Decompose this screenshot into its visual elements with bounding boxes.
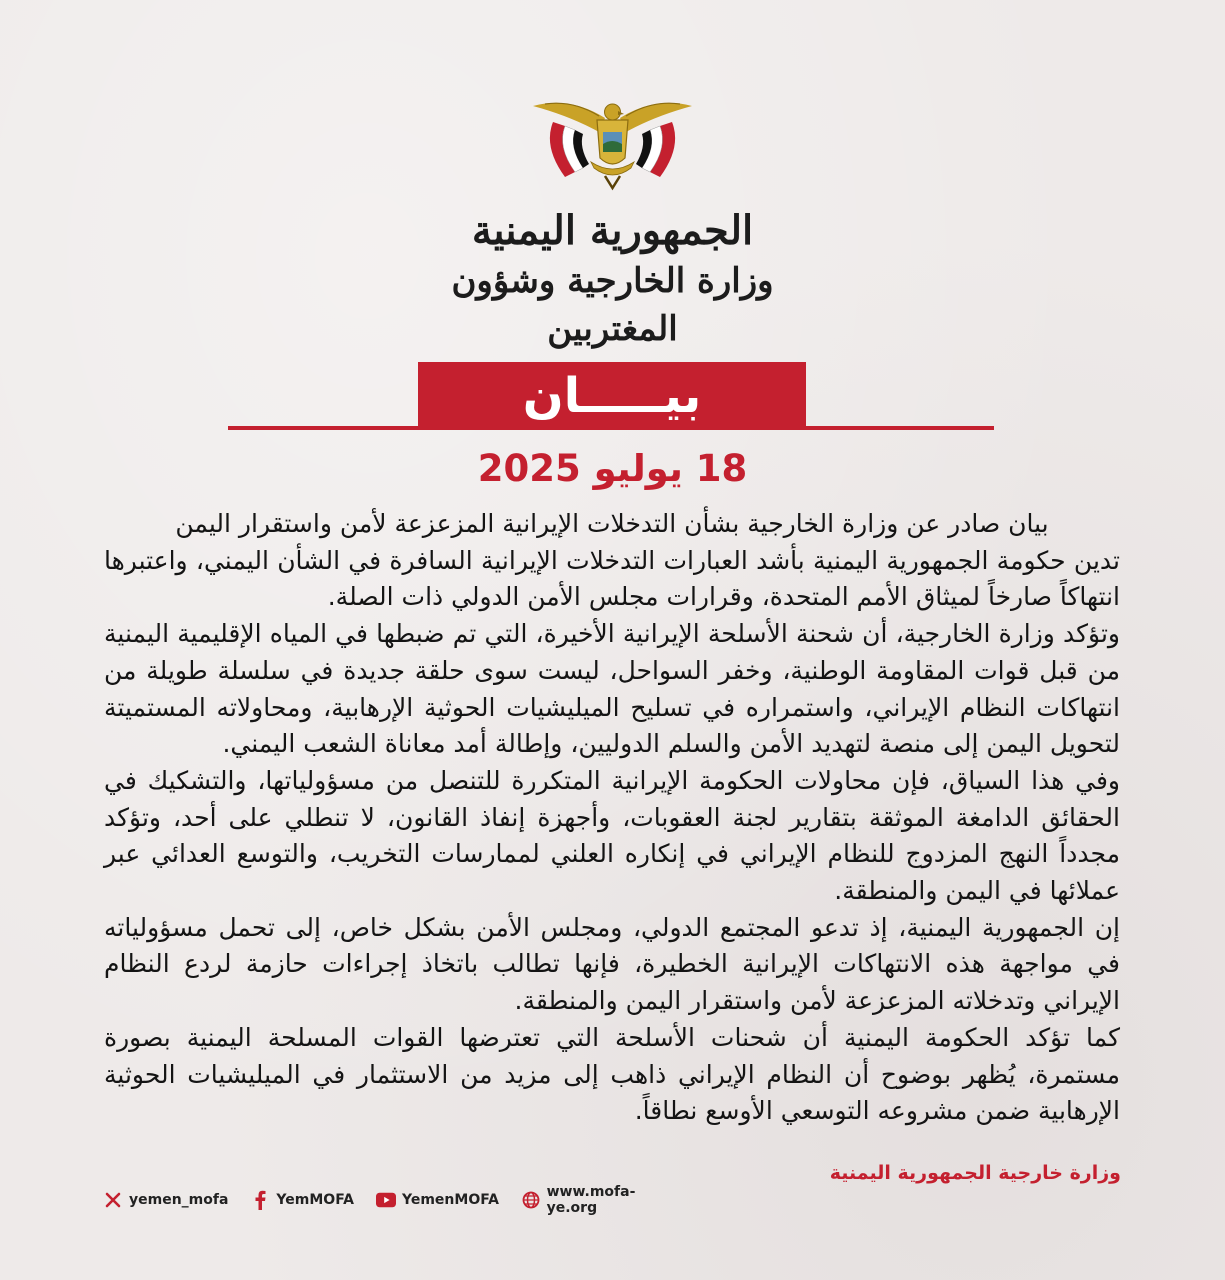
statement-date: 18 يوليو 2025 — [477, 447, 748, 490]
logo-line-ministry: وزارة الخارجية وشؤون المغتربين — [451, 261, 774, 349]
facebook-handle[interactable] — [250, 1190, 354, 1210]
ministry-logo-text — [440, 205, 785, 349]
youtube-handle[interactable] — [376, 1190, 499, 1210]
paragraph: كما تؤكد الحكومة اليمنية أن شحنات الأسلحة التي تعترضها القوات المسلحة اليمنية بصورة مستمرة، يُظهر بوضوح أن النظام الإيراني ذاهب إلى مزيد من الاستثمار في الميليشيات الحوثية الإرهابية ضمن مشروعه التوسعي الأوسع نطاقاً. — [104, 1022, 1120, 1126]
yemen-emblem-icon — [525, 92, 700, 197]
statement-banner — [418, 362, 806, 430]
website-link[interactable] — [521, 1184, 683, 1216]
x-handle[interactable] — [103, 1190, 228, 1210]
youtube-icon — [376, 1190, 396, 1210]
banner-title: بيـــــان — [522, 368, 702, 424]
x-icon — [103, 1190, 123, 1210]
ministry-signature: وزارة خارجية الجمهورية اليمنية — [829, 1162, 1121, 1184]
facebook-icon — [250, 1190, 270, 1210]
globe-icon — [521, 1190, 541, 1210]
youtube-handle-label: YemenMOFA — [401, 1192, 500, 1208]
website-label: www.mofa-ye.org — [546, 1184, 636, 1216]
statement-title: بيان صادر عن وزارة الخارجية بشأن التدخلات الإيرانية المزعزعة لأمن واستقرار اليمن — [175, 509, 1049, 538]
x-handle-label: yemen_mofa — [129, 1192, 229, 1208]
paragraph: تدين حكومة الجمهورية اليمنية بأشد العبارات التدخلات الإيرانية السافرة في الشأن اليمني، واعتبرها انتهاكاً صارخاً لميثاق الأمم المتحدة، وقرارات مجلس الأمن الدولي ذات الصلة. — [104, 545, 1120, 612]
statement-body — [104, 506, 1120, 1130]
paragraph: وفي هذا السياق، فإن محاولات الحكومة الإيرانية المتكررة للتنصل من مسؤولياتها، والتشكيك في الحقائق الدامغة الموثقة بتقارير لجنة العقوبات، وأجهزة إنفاذ القانون، لا تنطلي على أحد، وتؤكد مجدداً النهج المزدوج للنظام الإيراني في إنكاره العلني لممارسات التخريب، والتوسع العدائي عبر عملائها في اليمن والمنطقة. — [104, 765, 1120, 906]
paragraph: وتؤكد وزارة الخارجية، أن شحنة الأسلحة الإيرانية الأخيرة، التي تم ضبطها في المياه الإقليمية اليمنية من قبل قوات المقاومة الوطنية، وخفر السواحل، ليست سوى حلقة جديدة في سلسلة طويلة من انتهاكات النظام الإيراني، واستمراره في تسليح الميليشيات الحوثية الإرهابية، ومحاولاته المستميتة لتحويل اليمن إلى منصة لتهديد الأمن والسلم الدوليين، وإطالة أمد معاناة الشعب اليمني. — [104, 619, 1120, 759]
facebook-handle-label: YemMOFA — [276, 1192, 354, 1208]
social-footer — [103, 1185, 683, 1215]
logo-line-republic: الجمهورية اليمنية — [471, 207, 754, 254]
paragraph: إن الجمهورية اليمنية، إذ تدعو المجتمع الدولي، ومجلس الأمن بشكل خاص، إلى تحمل مسؤولياته في مواجهة هذه الانتهاكات الإيرانية الخطيرة، فإنها تطالب باتخاذ إجراءات حازمة لردع النظام الإيراني وتدخلاته المزعزعة لأمن واستقرار اليمن والمنطقة. — [104, 912, 1120, 1016]
banner-underline — [228, 426, 994, 430]
